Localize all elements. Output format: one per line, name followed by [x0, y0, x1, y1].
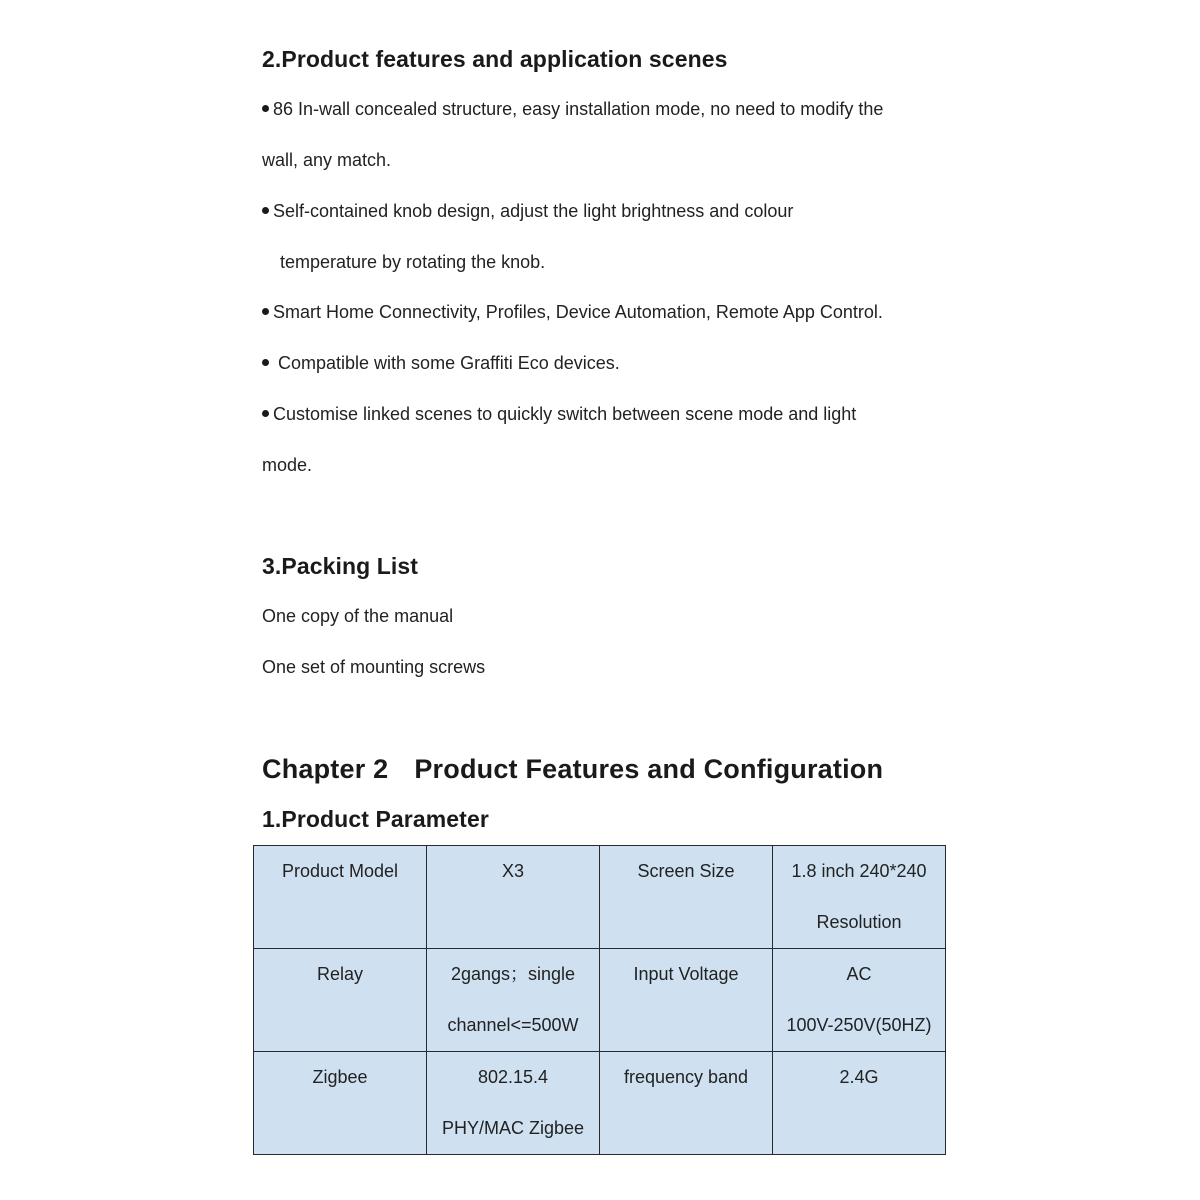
table-cell-value: AC 100V-250V(50HZ) — [773, 949, 946, 1052]
table-cell-value: 1.8 inch 240*240 Resolution — [773, 846, 946, 949]
table-row — [254, 1052, 946, 1155]
table-cell-label: Screen Size — [600, 846, 773, 949]
product-parameter-table — [253, 845, 946, 1155]
bullet-dot-icon — [262, 308, 269, 315]
section-3-heading: 3.Packing List — [262, 553, 419, 579]
chapter-heading — [262, 754, 883, 785]
bullet-dot-icon — [262, 359, 269, 366]
product-parameter-heading: 1.Product Parameter — [262, 806, 489, 832]
chapter-number: Chapter 2 — [262, 754, 389, 784]
table-cell-label: frequency band — [600, 1052, 773, 1155]
section-2-heading: 2.Product features and application scenes — [262, 46, 728, 72]
bullet-2-line-1: Self-contained knob design, adjust the light brightness and colour — [262, 201, 793, 222]
bullet-3-line-1: Smart Home Connectivity, Profiles, Device Automation, Remote App Control. — [262, 302, 883, 323]
chapter-title: Product Features and Configuration — [414, 754, 884, 784]
bullet-dot-icon — [262, 410, 269, 417]
bullet-4-line-1: Compatible with some Graffiti Eco devices. — [262, 353, 620, 374]
bullet-2-line-2: temperature by rotating the knob. — [280, 252, 546, 272]
packing-item: One copy of the manual — [262, 606, 454, 626]
table-cell-value: 2gangs；single channel<=500W — [427, 949, 600, 1052]
bullet-1-line-1: 86 In-wall concealed structure, easy installation mode, no need to modify the — [262, 99, 883, 120]
table-cell-value: X3 — [427, 846, 600, 949]
bullet-1-line-2: wall, any match. — [262, 150, 392, 170]
table-row — [254, 846, 946, 949]
table-row — [254, 949, 946, 1052]
packing-item: One set of mounting screws — [262, 657, 486, 677]
table-cell-value: 802.15.4 PHY/MAC Zigbee — [427, 1052, 600, 1155]
table-cell-label: Input Voltage — [600, 949, 773, 1052]
bullet-dot-icon — [262, 207, 269, 214]
table-cell-value: 2.4G — [773, 1052, 946, 1155]
bullet-5-line-1: Customise linked scenes to quickly switch between scene mode and light — [262, 404, 856, 425]
table-cell-label: Product Model — [254, 846, 427, 949]
bullet-dot-icon — [262, 105, 269, 112]
bullet-5-line-2: mode. — [262, 455, 313, 475]
table-cell-label: Zigbee — [254, 1052, 427, 1155]
table-cell-label: Relay — [254, 949, 427, 1052]
